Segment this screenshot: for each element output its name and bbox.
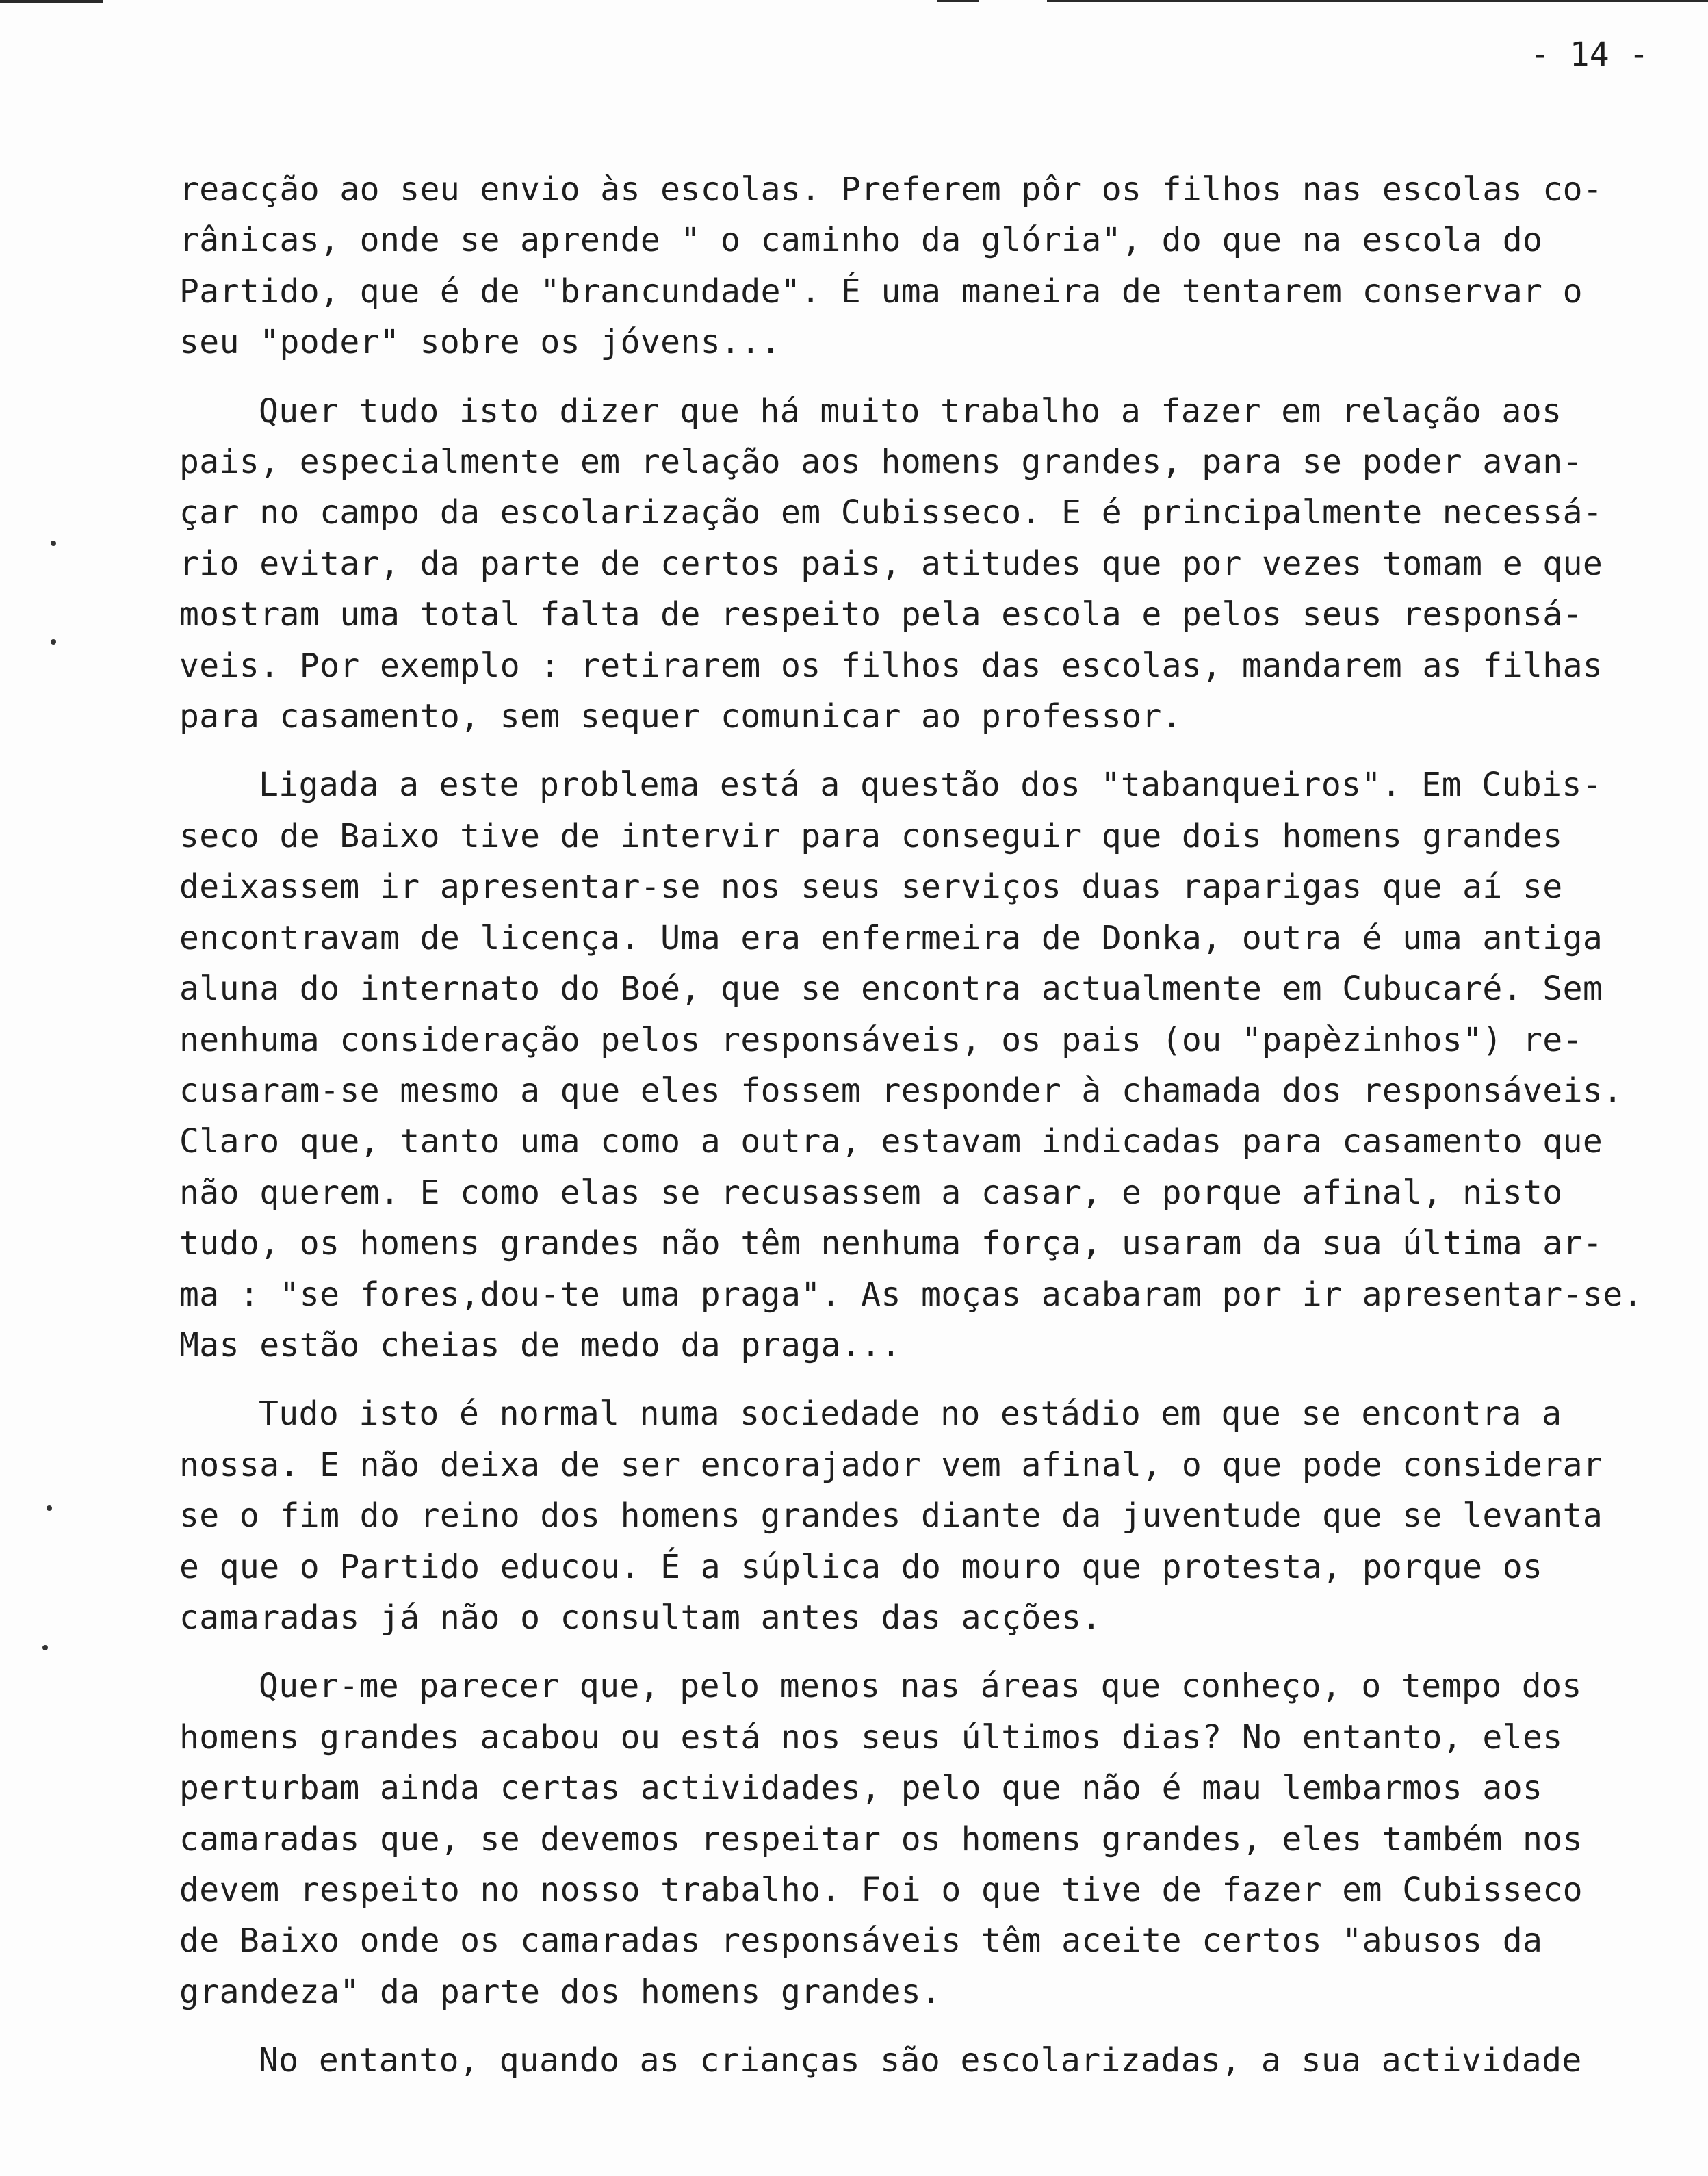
- text-line: nossa. E não deixa de ser encorajador vem afinal, o que pode considerar: [179, 1445, 1603, 1484]
- text-line: e que o Partido educou. É a súplica do mouro que protesta, porque os: [179, 1547, 1543, 1586]
- text-line: camaradas já não o consultam antes das acções.: [179, 1598, 1102, 1637]
- paragraph-3: [179, 760, 1671, 1371]
- text-line: perturbam ainda certas actividades, pelo que não é mau lembarmos aos: [179, 1769, 1543, 1808]
- top-rule-right: [1047, 0, 1708, 2]
- margin-dot: [51, 541, 56, 546]
- text-line: Mas estão cheias de medo da praga...: [179, 1325, 901, 1364]
- top-rule-middle: [937, 0, 979, 2]
- text-line: pais, especialmente em relação aos homens grandes, para se poder avan-: [179, 443, 1583, 482]
- text-line: tudo, os homens grandes não têm nenhuma força, usaram da sua última ar-: [179, 1224, 1603, 1263]
- text-line: se o fim do reino dos homens grandes diante da juventude que se levanta: [179, 1497, 1603, 1536]
- text-line: devem respeito no nosso trabalho. Foi o que tive de fazer em Cubisseco: [179, 1871, 1583, 1909]
- paragraph-1: [179, 164, 1671, 368]
- text-line: seco de Baixo tive de intervir para conseguir que dois homens grandes: [179, 816, 1563, 855]
- margin-dot: [42, 1645, 48, 1650]
- paragraph-2: [179, 386, 1671, 742]
- text-line: seu "poder" sobre os jóvens...: [179, 323, 781, 362]
- text-line: Tudo isto é normal numa sociedade no estádio em que se encontra a: [259, 1395, 1562, 1434]
- text-line: cusaram-se mesmo a que eles fossem responder à chamada dos responsáveis.: [179, 1071, 1623, 1110]
- text-line: Claro que, tanto uma como a outra, estavam indicadas para casamento que: [179, 1122, 1603, 1161]
- text-line: nenhuma consideração pelos responsáveis, os pais (ou "papèzinhos") re-: [179, 1020, 1583, 1059]
- text-line: Quer-me parecer que, pelo menos nas áreas que conheço, o tempo dos: [259, 1667, 1582, 1706]
- paragraph-6: [179, 2035, 1671, 2086]
- text-line: grandeza" da parte dos homens grandes.: [179, 1972, 942, 2011]
- text-line: reacção ao seu envio às escolas. Preferem pôr os filhos nas escolas co-: [179, 170, 1603, 209]
- text-line: de Baixo onde os camaradas responsáveis têm aceite certos "abusos da: [179, 1921, 1543, 1960]
- text-line: homens grandes acabou ou está nos seus últimos dias? No entanto, eles: [179, 1718, 1563, 1757]
- text-line: deixassem ir apresentar-se nos seus serviços duas raparigas que aí se: [179, 868, 1563, 907]
- paragraph-4: [179, 1388, 1671, 1643]
- text-line: Partido, que é de "brancundade". É uma maneira de tentarem conservar o: [179, 272, 1583, 311]
- text-line: rio evitar, da parte de certos pais, atitudes que por vezes tomam e que: [179, 544, 1603, 583]
- text-line: camaradas que, se devemos respeitar os homens grandes, eles também nos: [179, 1819, 1583, 1858]
- text-line: No entanto, quando as crianças são escolarizadas, a sua actividade: [259, 2041, 1582, 2080]
- text-line: Ligada a este problema está a questão dos "tabanqueiros". Em Cubis-: [259, 766, 1602, 805]
- paragraph-5: [179, 1661, 1671, 2017]
- text-line: çar no campo da escolarização em Cubisseco. E é principalmente necessá-: [179, 493, 1603, 532]
- top-rule-left: [0, 0, 103, 3]
- text-line: Quer tudo isto dizer que há muito trabalho a fazer em relação aos: [259, 391, 1562, 430]
- margin-dot: [47, 1505, 52, 1511]
- text-line: para casamento, sem sequer comunicar ao professor.: [179, 697, 1182, 736]
- body-text: [179, 164, 1671, 2104]
- text-line: mostram uma total falta de respeito pela escola e pelos seus responsá-: [179, 595, 1583, 634]
- text-line: não querem. E como elas se recusassem a casar, e porque afinal, nisto: [179, 1173, 1563, 1212]
- text-line: aluna do internato do Boé, que se encontra actualmente em Cubucaré. Sem: [179, 970, 1603, 1009]
- text-line: encontravam de licença. Uma era enfermeira de Donka, outra é uma antiga: [179, 918, 1603, 957]
- margin-dot: [51, 639, 56, 645]
- text-line: rânicas, onde se aprende " o caminho da glória", do que na escola do: [179, 221, 1543, 260]
- text-line: veis. Por exemplo : retirarem os filhos das escolas, mandarem as filhas: [179, 646, 1603, 685]
- page-number: - 14 -: [1530, 36, 1649, 74]
- text-line: ma : "se fores,dou-te uma praga". As moças acabaram por ir apresentar-se.: [179, 1275, 1643, 1314]
